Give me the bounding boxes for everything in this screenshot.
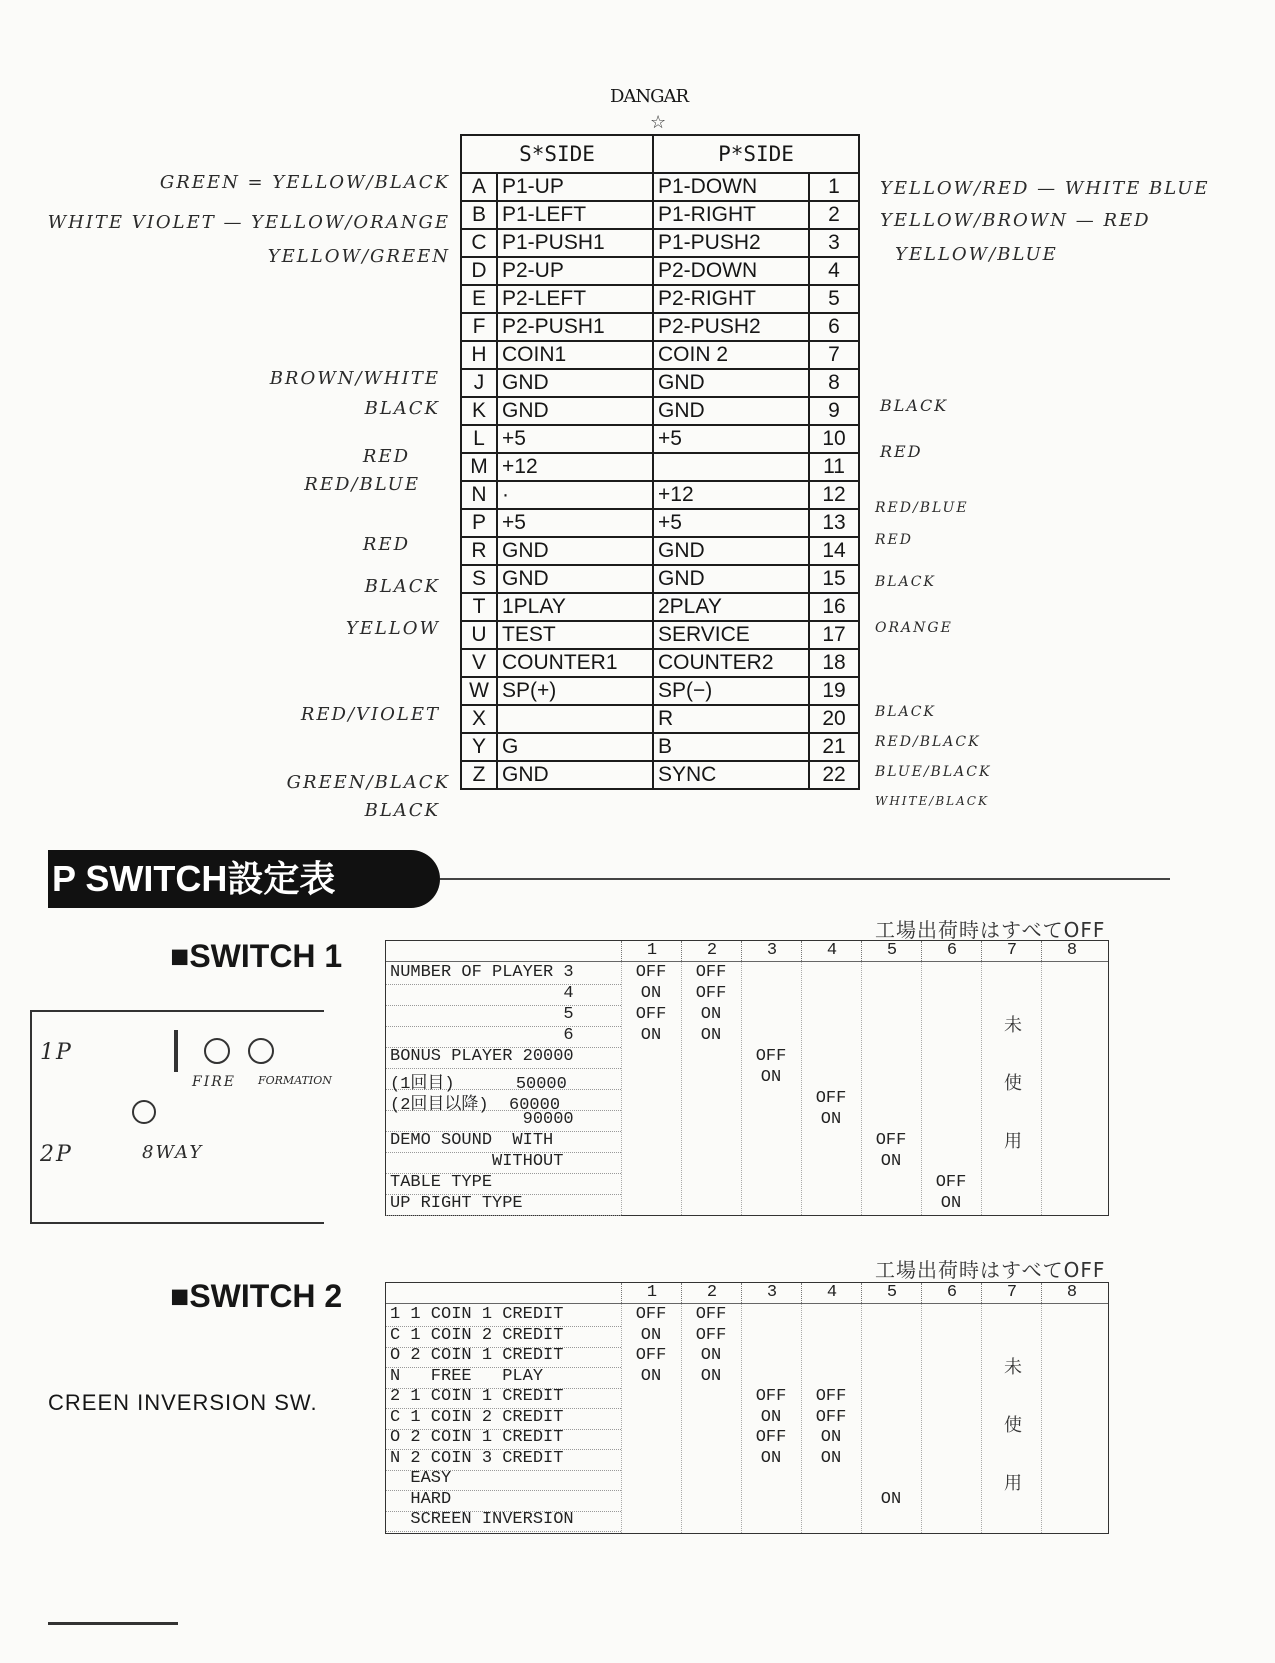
s-side-signal: G: [497, 733, 653, 761]
dip-switch-value: ON: [640, 1026, 662, 1045]
wire-color-note-left: YELLOW: [345, 618, 440, 639]
pinout-table: [460, 134, 860, 790]
grid-divider: [741, 961, 742, 1215]
s-side-signal: ·: [497, 481, 653, 509]
unused-mark: 用: [1004, 1133, 1022, 1153]
dip-setting-row: [386, 1387, 621, 1409]
dip-column-header: 8: [1041, 941, 1102, 961]
dip-switch-value: ON: [640, 1366, 662, 1386]
dip-switch-value: OFF: [635, 1346, 667, 1365]
dip-setting-row: [386, 1089, 621, 1115]
p-side-signal: SYNC: [653, 761, 809, 789]
pin-number: 13: [809, 509, 859, 537]
switch1-title: ■SWITCH 1: [170, 938, 343, 974]
dip-switch-value: OFF: [815, 1407, 847, 1427]
dip-switch-value: ON: [880, 1489, 902, 1509]
wire-color-note-right: YELLOW/BLUE: [895, 244, 1058, 265]
s-side-signal: P2-UP: [497, 257, 653, 285]
pinout-row: [461, 733, 859, 761]
wire-color-note-left: YELLOW/GREEN: [267, 246, 450, 267]
grid-header-rule: [386, 941, 1108, 962]
p-side-signal: GND: [653, 565, 809, 593]
pinout-row: [461, 677, 859, 705]
s-side-signal: SP(+): [497, 677, 653, 705]
wire-color-note-right: RED: [880, 442, 923, 461]
pin-number: 20: [809, 705, 859, 733]
pinout-row: [461, 481, 859, 509]
grid-header-rule: [386, 1283, 1108, 1304]
pin-number: 5: [809, 285, 859, 313]
wire-color-note-right: RED/BLUE: [875, 500, 969, 516]
pinout-row: [461, 257, 859, 285]
p-side-signal: R: [653, 705, 809, 733]
wire-color-note-left: BLACK: [364, 398, 440, 419]
wire-color-note-right: RED: [875, 532, 913, 548]
pinout-row: [461, 341, 859, 369]
dip-switch-value: OFF: [695, 984, 727, 1003]
unused-mark: 未: [1004, 1017, 1022, 1037]
dip-setting-row: [386, 1173, 621, 1195]
s-side-signal: P1-UP: [497, 173, 653, 201]
pinout-row: [461, 285, 859, 313]
wire-color-note-right: YELLOW/BROWN — RED: [880, 210, 1151, 231]
dip-setting-label: DEMO SOUND WITH: [390, 1131, 554, 1150]
s-side-signal: 1PLAY: [497, 593, 653, 621]
pin-letter: W: [461, 677, 497, 705]
wire-color-note-left: BLACK: [364, 576, 440, 597]
dip-switch-value: OFF: [695, 1325, 727, 1345]
s-side-signal: P1-LEFT: [497, 201, 653, 229]
p-side-signal: GND: [653, 537, 809, 565]
p-side-signal: 2PLAY: [653, 593, 809, 621]
pin-letter: Z: [461, 761, 497, 789]
p-side-signal: GND: [653, 369, 809, 397]
s-side-signal: GND: [497, 537, 653, 565]
wire-color-note-left: RED: [362, 534, 410, 555]
dip-column-header: 5: [861, 1283, 922, 1303]
wire-color-note-right: WHITE/BLACK: [875, 794, 989, 808]
pin-letter: B: [461, 201, 497, 229]
pin-letter: A: [461, 173, 497, 201]
dip-setting-label: O 2 COIN 1 CREDIT: [390, 1428, 564, 1447]
s-side-signal: +5: [497, 509, 653, 537]
dip-column-header: 1: [621, 941, 682, 961]
pin-letter: T: [461, 593, 497, 621]
dip-setting-row: [386, 1367, 621, 1389]
dip-switch-value: OFF: [875, 1131, 907, 1150]
dip-setting-label: WITHOUT: [390, 1152, 564, 1171]
dip-setting-row: [386, 1047, 621, 1069]
pin-letter: Y: [461, 733, 497, 761]
dip-switch-value: OFF: [635, 1305, 667, 1324]
pinout-row: [461, 509, 859, 537]
grid-divider: [921, 1303, 922, 1533]
s-side-signal: +5: [497, 425, 653, 453]
switch1-table: [385, 940, 1109, 1216]
dip-setting-row: [386, 1068, 621, 1094]
p-side-signal: P2-PUSH2: [653, 313, 809, 341]
pin-number: 10: [809, 425, 859, 453]
8way-stick-icon: [132, 1100, 156, 1124]
pin-letter: K: [461, 397, 497, 425]
unused-mark: 使: [1004, 1417, 1022, 1437]
p-side-signal: P1-DOWN: [653, 173, 809, 201]
wire-color-note-right: YELLOW/RED — WHITE BLUE: [880, 178, 1210, 199]
pin-number: 19: [809, 677, 859, 705]
grid-divider: [981, 961, 982, 1215]
dip-setting-label: N FREE PLAY: [390, 1366, 544, 1386]
p-side-signal: P1-PUSH2: [653, 229, 809, 257]
dip-switch-value: OFF: [695, 1305, 727, 1324]
p-side-signal: SERVICE: [653, 621, 809, 649]
unused-mark: 用: [1004, 1475, 1022, 1495]
dip-switch-value: OFF: [755, 1387, 787, 1406]
s-side-signal: +12: [497, 453, 653, 481]
s-side-signal: COIN1: [497, 341, 653, 369]
dip-setting-row: [386, 1131, 621, 1153]
sketch-1p: 1P: [40, 1040, 73, 1065]
dip-setting-row: [386, 1152, 621, 1174]
p-side-signal: P2-RIGHT: [653, 285, 809, 313]
dip-column-header: 2: [681, 1283, 742, 1303]
dip-column-header: 7: [981, 1283, 1042, 1303]
pin-number: 8: [809, 369, 859, 397]
p-side-signal: P1-RIGHT: [653, 201, 809, 229]
sketch-2p: 2P: [40, 1142, 73, 1167]
sketch-8way: 8WAY: [142, 1142, 204, 1163]
dip-column-header: 7: [981, 941, 1042, 961]
pin-letter: L: [461, 425, 497, 453]
dip-column-header: 2: [681, 941, 742, 961]
unused-mark: 使: [1004, 1075, 1022, 1095]
wire-color-note-right: BLUE/BLACK: [875, 764, 992, 780]
pin-number: 9: [809, 397, 859, 425]
wire-color-note-right: BLACK: [880, 396, 949, 415]
p-side-signal: SP(−): [653, 677, 809, 705]
dip-setting-label: HARD: [390, 1489, 452, 1509]
p-side-signal: +5: [653, 509, 809, 537]
wire-color-note-right: BLACK: [875, 704, 936, 720]
dip-setting-label: O 2 COIN 1 CREDIT: [390, 1346, 564, 1365]
pin-letter: E: [461, 285, 497, 313]
pin-letter: H: [461, 341, 497, 369]
fire-button-icon: [204, 1038, 230, 1064]
dip-setting-label: 4: [390, 984, 574, 1003]
wire-color-note-right: BLACK: [875, 574, 936, 590]
pin-number: 22: [809, 761, 859, 789]
formation-button-icon: [248, 1038, 274, 1064]
pin-letter: X: [461, 705, 497, 733]
pinout-row: [461, 761, 859, 789]
switch2-table: [385, 1282, 1109, 1534]
s-side-signal: GND: [497, 397, 653, 425]
dip-setting-label: 5: [390, 1005, 574, 1024]
dip-switch-value: OFF: [635, 963, 667, 982]
pin-number: 7: [809, 341, 859, 369]
wire-color-note-left: WHITE VIOLET — YELLOW/ORANGE: [47, 212, 450, 233]
pin-letter: D: [461, 257, 497, 285]
dip-setting-row: [386, 1469, 621, 1491]
pin-letter: P: [461, 509, 497, 537]
dip-setting-row: [386, 1346, 621, 1368]
pinout-row: [461, 369, 859, 397]
dip-switch-value: ON: [760, 1448, 782, 1468]
switch2-title: ■SWITCH 2: [170, 1278, 343, 1314]
pin-number: 14: [809, 537, 859, 565]
wire-color-note-left: BLACK: [364, 800, 440, 821]
dip-setting-label: N 2 COIN 3 CREDIT: [390, 1448, 564, 1468]
dip-switch-value: ON: [640, 984, 662, 1003]
page-title: DANGAR: [610, 86, 689, 107]
dip-column-header: 3: [741, 941, 802, 961]
dip-column-header: 6: [921, 941, 982, 961]
dip-column-header: 8: [1041, 1283, 1102, 1303]
s-side-signal: P2-PUSH1: [497, 313, 653, 341]
p-side-signal: GND: [653, 397, 809, 425]
dip-switch-value: ON: [880, 1152, 902, 1171]
pinout-row: [461, 705, 859, 733]
dip-setting-row: [386, 1449, 621, 1471]
unused-mark: 未: [1004, 1359, 1022, 1379]
dip-switch-value: OFF: [935, 1173, 967, 1192]
dip-setting-row: [386, 1194, 621, 1216]
pinout-row: [461, 593, 859, 621]
pin-number: 3: [809, 229, 859, 257]
pin-letter: J: [461, 369, 497, 397]
page-mark: [48, 1622, 178, 1625]
star-icon: ☆: [650, 112, 667, 133]
s-side-signal: TEST: [497, 621, 653, 649]
dip-setting-label: 1 1 COIN 1 CREDIT: [390, 1305, 564, 1324]
pinout-row: [461, 397, 859, 425]
pinout-row: [461, 565, 859, 593]
dip-setting-row: [386, 1326, 621, 1348]
section-banner: P SWITCH設定表: [48, 850, 440, 908]
pin-letter: U: [461, 621, 497, 649]
dip-setting-label: 90000: [390, 1110, 574, 1129]
dip-switch-value: OFF: [755, 1428, 787, 1447]
wire-color-note-right: ORANGE: [875, 620, 953, 636]
wire-color-note-left: RED/VIOLET: [300, 704, 440, 725]
wire-color-note-left: RED: [362, 446, 410, 467]
pin-letter: F: [461, 313, 497, 341]
sketch-formation: FORMATION: [258, 1074, 332, 1087]
dip-setting-row: [386, 1305, 621, 1327]
dip-setting-label: C 1 COIN 2 CREDIT: [390, 1407, 564, 1427]
dip-switch-value: OFF: [755, 1047, 787, 1066]
dip-switch-value: ON: [940, 1194, 962, 1213]
pinout-row: [461, 173, 859, 201]
pin-number: 2: [809, 201, 859, 229]
s-side-signal: [497, 705, 653, 733]
dip-switch-value: ON: [700, 1005, 722, 1024]
wire-color-note-left: RED/BLUE: [304, 474, 420, 495]
screen-inversion-note: CREEN INVERSION SW.: [48, 1390, 318, 1415]
pin-letter: S: [461, 565, 497, 593]
p-side-signal: +5: [653, 425, 809, 453]
dip-setting-label: UP RIGHT TYPE: [390, 1194, 523, 1213]
s-side-header: S*SIDE: [461, 135, 653, 173]
dip-setting-row: [386, 1110, 621, 1132]
pinout-row: [461, 229, 859, 257]
dip-setting-label: (2回目以降) 60000: [390, 1096, 561, 1115]
dip-setting-row: [386, 1510, 621, 1532]
p-side-signal: COUNTER2: [653, 649, 809, 677]
grid-divider: [861, 961, 862, 1215]
dip-switch-value: ON: [700, 1026, 722, 1045]
dip-switch-value: ON: [820, 1428, 842, 1447]
pin-letter: V: [461, 649, 497, 677]
dip-switch-value: ON: [820, 1448, 842, 1468]
pinout-row: [461, 201, 859, 229]
dip-setting-row: [386, 963, 621, 985]
dip-switch-value: ON: [760, 1068, 782, 1087]
pin-number: 15: [809, 565, 859, 593]
dip-column-header: 5: [861, 941, 922, 961]
joystick-icon: [174, 1030, 178, 1072]
p-side-header: P*SIDE: [653, 135, 859, 173]
dip-switch-value: ON: [820, 1110, 842, 1129]
factory-note-2: 工場出荷時はすべてOFF: [875, 1258, 1106, 1282]
p-side-signal: +12: [653, 481, 809, 509]
pinout-row: [461, 537, 859, 565]
pin-letter: C: [461, 229, 497, 257]
pin-number: 18: [809, 649, 859, 677]
pinout-row: [461, 453, 859, 481]
dip-setting-row: [386, 1428, 621, 1450]
dip-setting-label: 2 1 COIN 1 CREDIT: [390, 1387, 564, 1406]
dip-setting-label: BONUS PLAYER 20000: [390, 1047, 574, 1066]
dip-switch-value: OFF: [815, 1387, 847, 1406]
dip-setting-row: [386, 984, 621, 1006]
dip-switch-value: ON: [640, 1325, 662, 1345]
dip-setting-label: SCREEN INVERSION: [390, 1510, 574, 1529]
dip-setting-row: [386, 1490, 621, 1512]
s-side-signal: GND: [497, 761, 653, 789]
s-side-signal: P1-PUSH1: [497, 229, 653, 257]
dip-setting-label: NUMBER OF PLAYER 3: [390, 963, 574, 982]
banner-rule: [440, 878, 1170, 880]
dip-setting-row: [386, 1005, 621, 1027]
pin-number: 1: [809, 173, 859, 201]
factory-note-1: 工場出荷時はすべてOFF: [875, 918, 1106, 942]
p-side-signal: B: [653, 733, 809, 761]
pin-number: 16: [809, 593, 859, 621]
dip-column-header: 1: [621, 1283, 682, 1303]
pinout-row: [461, 425, 859, 453]
pin-number: 21: [809, 733, 859, 761]
pin-number: 17: [809, 621, 859, 649]
dip-setting-label: (1回目) 50000: [390, 1075, 567, 1094]
dip-setting-row: [386, 1026, 621, 1048]
dip-setting-label: TABLE TYPE: [390, 1173, 493, 1192]
pinout-row: [461, 313, 859, 341]
pin-number: 6: [809, 313, 859, 341]
pin-letter: M: [461, 453, 497, 481]
s-side-signal: P2-LEFT: [497, 285, 653, 313]
wire-color-note-left: BROWN/WHITE: [269, 368, 440, 389]
dip-setting-label: 6: [390, 1026, 574, 1045]
dip-switch-value: ON: [700, 1366, 722, 1386]
s-side-signal: COUNTER1: [497, 649, 653, 677]
control-panel-sketch: [30, 1010, 332, 1224]
dip-setting-row: [386, 1408, 621, 1430]
dip-setting-label: EASY: [390, 1469, 452, 1488]
dip-column-header: 4: [801, 941, 862, 961]
pin-letter: N: [461, 481, 497, 509]
p-side-signal: COIN 2: [653, 341, 809, 369]
dip-switch-value: ON: [760, 1407, 782, 1427]
dip-column-header: 4: [801, 1283, 862, 1303]
dip-switch-value: OFF: [815, 1089, 847, 1108]
sketch-fire: FIRE: [192, 1074, 237, 1090]
grid-divider: [981, 1303, 982, 1533]
pinout-row: [461, 621, 859, 649]
s-side-signal: GND: [497, 369, 653, 397]
wire-color-note-right: RED/BLACK: [875, 734, 981, 750]
pin-number: 12: [809, 481, 859, 509]
pin-number: 11: [809, 453, 859, 481]
dip-switch-value: ON: [700, 1346, 722, 1365]
dip-switch-value: OFF: [635, 1005, 667, 1024]
dip-column-header: 3: [741, 1283, 802, 1303]
dip-switch-value: OFF: [695, 963, 727, 982]
wire-color-note-left: GREEN = YELLOW/BLACK: [159, 172, 450, 193]
pin-letter: R: [461, 537, 497, 565]
p-side-signal: P2-DOWN: [653, 257, 809, 285]
grid-divider: [801, 961, 802, 1215]
dip-column-header: 6: [921, 1283, 982, 1303]
pinout-row: [461, 649, 859, 677]
wire-color-note-left: GREEN/BLACK: [286, 772, 450, 793]
s-side-signal: GND: [497, 565, 653, 593]
pin-number: 4: [809, 257, 859, 285]
p-side-signal: [653, 453, 809, 481]
dip-setting-label: C 1 COIN 2 CREDIT: [390, 1325, 564, 1345]
